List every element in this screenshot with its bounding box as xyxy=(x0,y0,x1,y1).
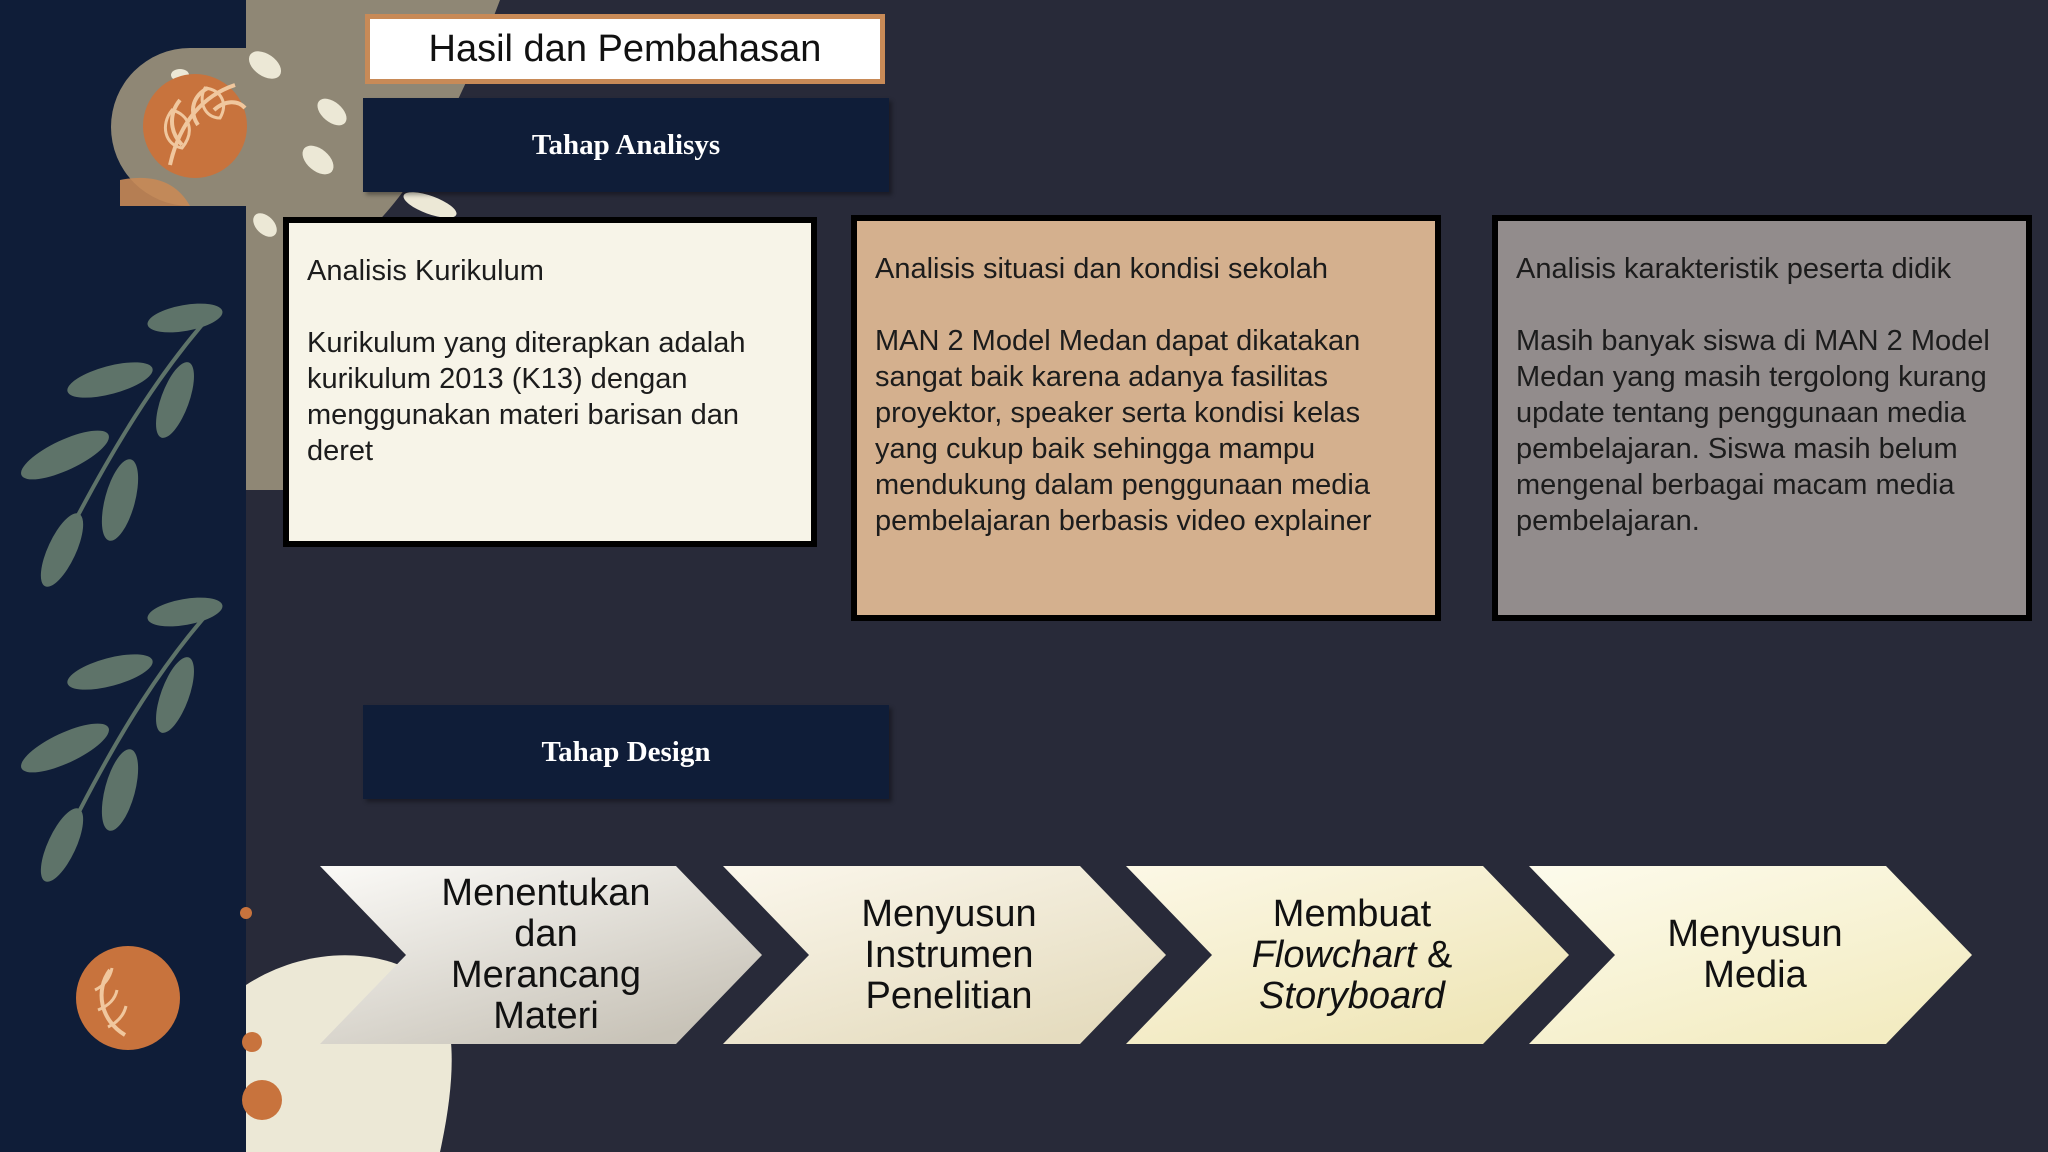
step-text: Media xyxy=(1703,954,1807,996)
design-step-2-label xyxy=(809,866,1089,1044)
stage-analisys-banner: Tahap Analisys xyxy=(363,98,889,192)
step-text: Materi xyxy=(493,995,599,1037)
design-step-3-label xyxy=(1212,866,1492,1044)
step-text: Penelitian xyxy=(865,974,1033,1017)
step-text: Storyboard xyxy=(1259,974,1445,1017)
step-text: Flowchart xyxy=(1251,933,1417,976)
card-body: MAN 2 Model Medan dapat dikatakan sangat baik karena adanya fasilitas proyektor, speaker serta kondisi kelas yang cukup baik sehingga mampu mendukung dalam penggunaan media pembelajaran berbasis video explainer xyxy=(875,325,1372,537)
step-text: Instrumen xyxy=(864,933,1034,976)
card-heading: Analisis Kurikulum xyxy=(307,255,544,287)
step-text: dan xyxy=(514,913,578,955)
design-step-1-label xyxy=(406,866,686,1044)
step-text: Membuat xyxy=(1272,892,1432,935)
step-text-row xyxy=(1252,935,1453,976)
card-heading: Analisis karakteristik peserta didik xyxy=(1516,253,1952,285)
card-heading: Analisis situasi dan kondisi sekolah xyxy=(875,253,1328,285)
step-text: Menentukan xyxy=(441,872,651,914)
card-body: Kurikulum yang diterapkan adalah kurikulum 2013 (K13) dengan menggunakan materi barisan dan deret xyxy=(307,327,746,467)
design-step-4-label xyxy=(1615,866,1895,1044)
stage-design-banner: Tahap Design xyxy=(363,705,889,799)
step-text: Menyusun xyxy=(861,892,1037,935)
step-text: & xyxy=(1416,933,1453,976)
step-text: Menyusun xyxy=(1667,913,1843,955)
card-body: Masih banyak siswa di MAN 2 Model Medan yang masih tergolong kurang update tentang penggunaan media pembelajaran. Siswa masih belum mengenal berbagai macam media pembelajaran. xyxy=(1516,325,1990,537)
step-text: Merancang xyxy=(450,954,642,996)
page-title: Hasil dan Pembahasan xyxy=(365,14,885,84)
